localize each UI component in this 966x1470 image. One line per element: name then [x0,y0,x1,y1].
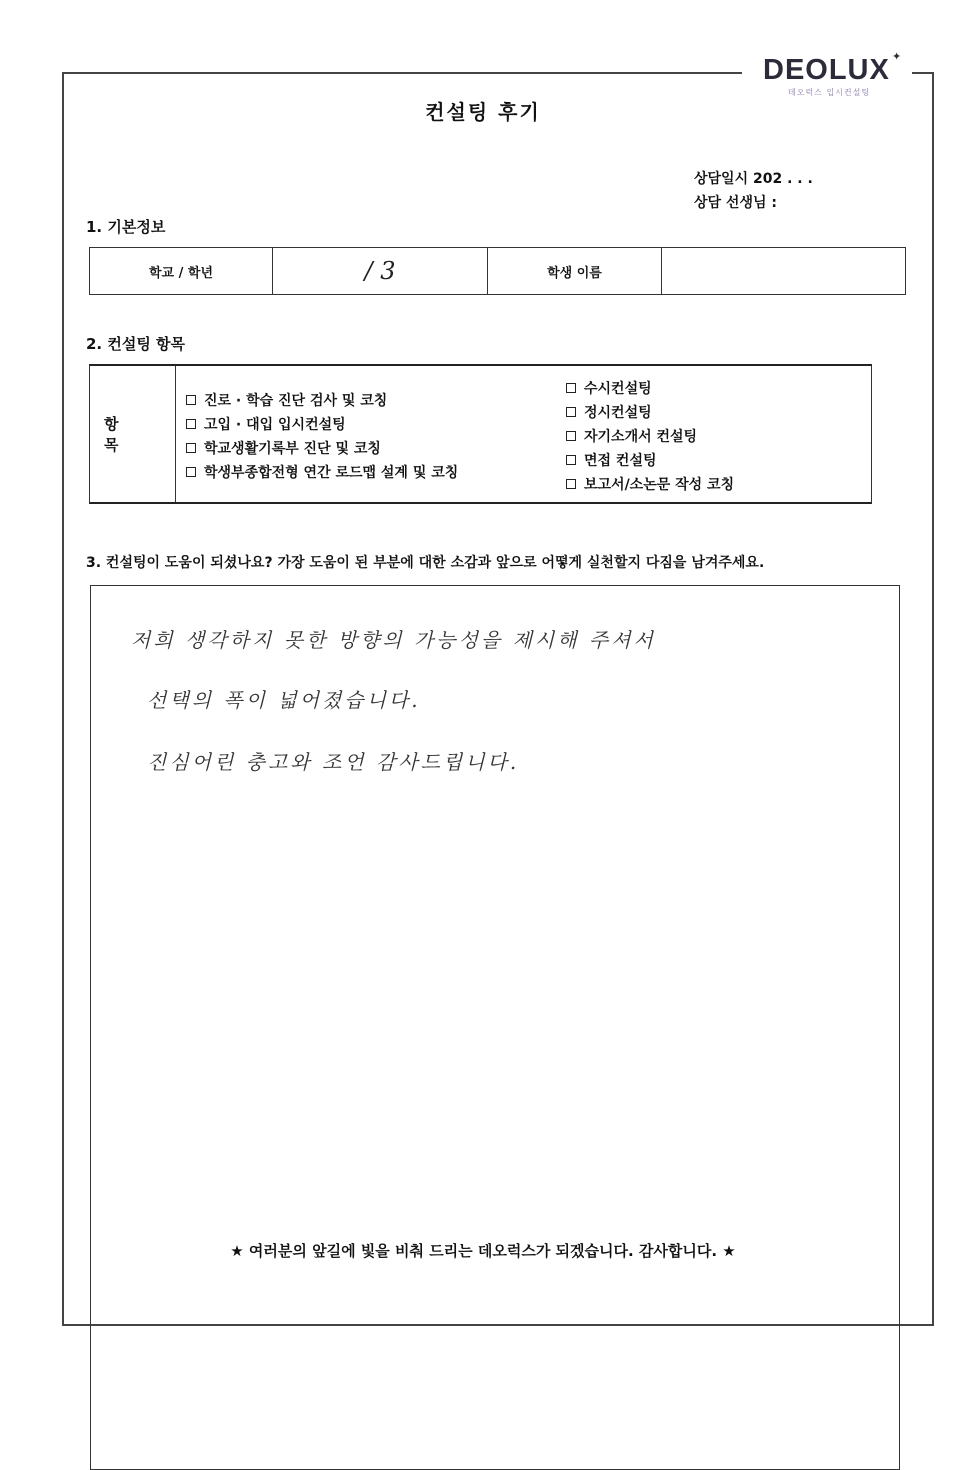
student-name-value[interactable] [662,248,906,295]
section-basic-info-title: 1. 기본정보 [86,218,166,236]
basic-info-table [89,247,906,295]
check-item-self-intro[interactable] [566,426,697,446]
check-item-career-test[interactable] [186,390,387,410]
school-grade-label: 학교 / 학년 [90,248,273,295]
feedback-question: 3. 컨설팅이 도움이 되셨나요? 가장 도움이 된 부분에 대한 소감과 앞으로 어떻게 실천할지 다짐을 남겨주세요. [86,555,765,571]
checkbox-icon[interactable] [566,479,576,489]
checkbox-icon[interactable] [186,443,196,453]
brand-logo [763,50,913,98]
check-item-label: 학생부종합전형 연간 로드맵 설계 및 코칭 [204,465,459,481]
check-item-susi[interactable] [566,378,652,398]
check-item-report[interactable] [566,474,734,494]
check-item-label: 고입 · 대입 입시컨설팅 [204,417,346,433]
checkbox-icon[interactable] [566,431,576,441]
section-items-title: 2. 컨설팅 항목 [86,335,186,353]
check-item-roadmap[interactable] [186,462,458,482]
sparkle-icon: ✦ [892,50,902,63]
check-item-label: 면접 컨설팅 [584,453,657,469]
handwritten-line: 저희 생각하지 못한 방향의 가능성을 제시해 주셔서 [131,628,656,652]
check-item-interview[interactable] [566,450,657,470]
check-item-label: 학교생활기록부 진단 및 코칭 [204,441,381,457]
consult-date: 상담일시 202 . . . [694,171,813,187]
check-item-jeongsi[interactable] [566,402,652,422]
check-item-admission[interactable] [186,414,346,434]
school-grade-value[interactable] [273,248,488,295]
items-label: 항 목 [90,366,176,502]
check-item-label: 진로 · 학습 진단 검사 및 코칭 [204,393,388,409]
checkbox-icon[interactable] [566,455,576,465]
brand-name: DEOLUX [763,54,890,86]
consult-teacher: 상담 선생님 : [694,195,777,211]
checkbox-icon[interactable] [186,419,196,429]
handwritten-line: 진심어린 충고와 조언 감사드립니다. [147,750,520,774]
consulting-items-box [89,364,872,504]
student-name-label: 학생 이름 [488,248,662,295]
checkbox-icon[interactable] [566,383,576,393]
checkbox-icon[interactable] [566,407,576,417]
check-item-label: 정시컨설팅 [584,405,652,421]
checkbox-icon[interactable] [186,467,196,477]
handwritten-line: 선택의 폭이 넓어졌습니다. [147,688,421,712]
page-title: 컨설팅 후기 [425,100,541,124]
feedback-answer-box[interactable] [90,585,900,1470]
brand-subtitle: 데오럭스 입시컨설팅 [788,88,871,97]
footer-message: ★ 여러분의 앞길에 빛을 비춰 드리는 데오럭스가 되겠습니다. 감사합니다. ★ [230,1242,736,1260]
school-grade-handwritten: / 3 [364,257,396,285]
check-item-label: 자기소개서 컨설팅 [584,429,698,445]
check-item-record[interactable] [186,438,381,458]
checkbox-icon[interactable] [186,395,196,405]
check-item-label: 보고서/소논문 작성 코칭 [584,477,735,493]
check-item-label: 수시컨설팅 [584,381,652,397]
